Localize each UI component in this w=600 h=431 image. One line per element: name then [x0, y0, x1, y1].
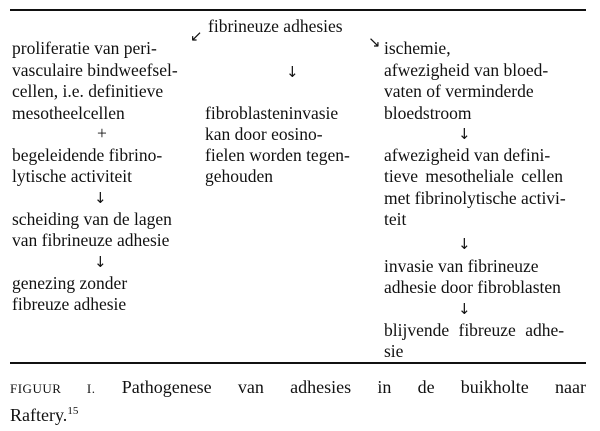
right-text: blijvende fibreuze adhe- — [384, 320, 565, 340]
right-text: afwezigheid van bloed- — [384, 60, 549, 80]
right-text: bloedstroom — [384, 103, 472, 123]
middle-text: fibroblasteninvasie — [205, 103, 339, 123]
right-text: vaten of verminderde — [384, 81, 534, 101]
bottom-rule — [10, 362, 586, 364]
middle-text: fielen worden tegen- — [205, 145, 350, 165]
caption-line2 — [10, 399, 586, 428]
arrow-down-icon: ↓ — [458, 235, 471, 253]
right-text: teit — [384, 209, 407, 229]
right-text: adhesie door fibroblasten — [384, 277, 561, 297]
caption-text: Pathogenese van adhesies in de buikholte naar — [95, 377, 586, 397]
arrow-down-icon: ↓ — [458, 300, 471, 318]
plus-sign: + — [97, 123, 107, 143]
right-text: tieve mesotheliale cellen — [384, 166, 563, 186]
left-text: begeleidende fibrino- — [12, 145, 163, 165]
left-text: vasculaire bindweefsel- — [12, 60, 178, 80]
caption-text: Raftery. — [10, 405, 68, 425]
right-text: afwezigheid van defini- — [384, 145, 551, 165]
left-text: van fibrineuze adhesie — [12, 230, 170, 250]
left-text: genezing zonder — [12, 273, 128, 293]
arrow-down-icon: ↓ — [458, 125, 471, 143]
right-text: invasie van fibrineuze — [384, 256, 539, 276]
arrow-down-right-icon: ↘ — [368, 33, 381, 51]
caption-label: FIGUUR I. — [10, 381, 96, 396]
left-text: fibreuze adhesie — [12, 294, 127, 314]
reference-number: 15 — [67, 405, 79, 417]
right-text: met fibrinolytische activi- — [384, 188, 566, 208]
root-node: fibrineuze adhesies — [208, 16, 343, 36]
caption — [10, 375, 586, 401]
left-text: mesotheelcellen — [12, 103, 125, 123]
right-text: sie — [384, 341, 404, 361]
left-text: scheiding van de lagen — [12, 209, 172, 229]
middle-text: gehouden — [205, 166, 274, 186]
top-rule — [10, 9, 586, 11]
left-text: proliferatie van peri- — [12, 38, 157, 58]
arrow-down-icon: ↓ — [286, 63, 299, 81]
right-text: ischemie, — [384, 38, 451, 58]
arrow-down-icon: ↓ — [94, 253, 107, 271]
middle-text: kan door eosino- — [205, 124, 323, 144]
left-text: lytische activiteit — [12, 166, 133, 186]
left-text: cellen, i.e. definitieve — [12, 81, 164, 101]
arrow-down-left-icon: ↙ — [190, 27, 203, 45]
arrow-down-icon: ↓ — [94, 189, 107, 207]
